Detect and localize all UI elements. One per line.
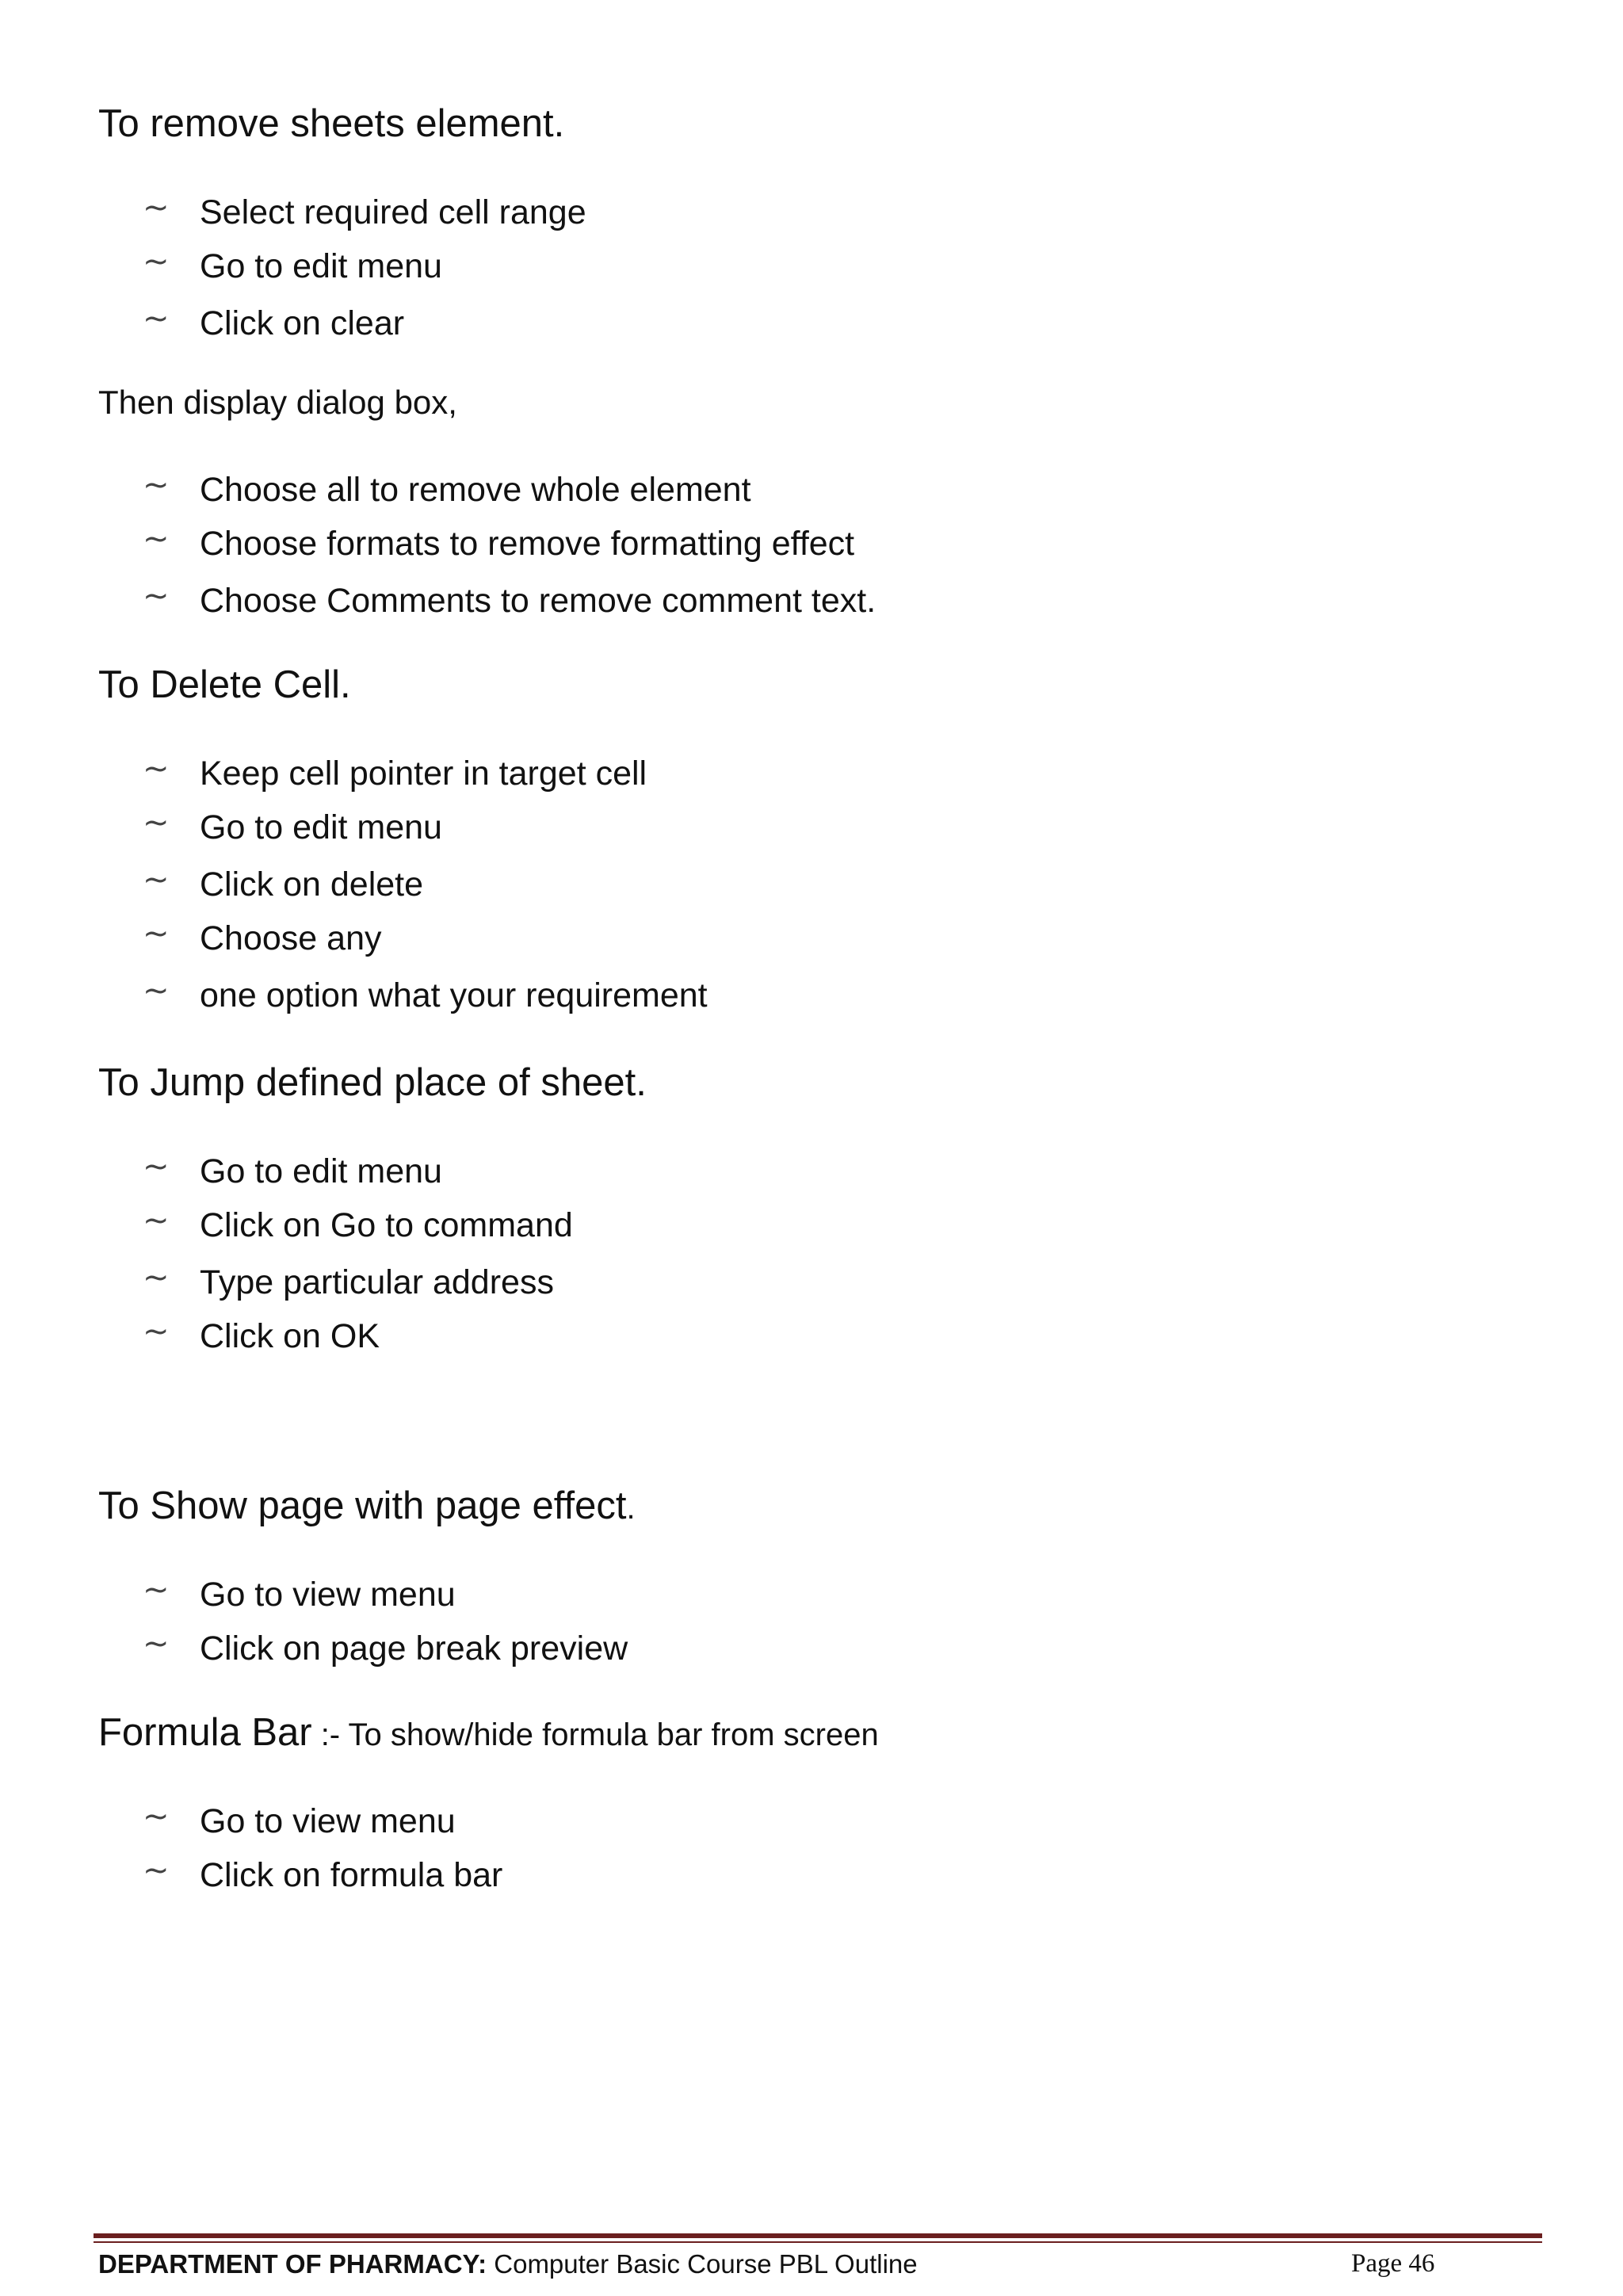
page-number: Page 46 bbox=[1351, 2249, 1435, 2278]
list-item bbox=[143, 243, 442, 290]
footer-course: Computer Basic Course PBL Outline bbox=[487, 2249, 918, 2279]
list-item-text: Go to view menu bbox=[200, 1801, 456, 1840]
list-item-text: one option what your requirement bbox=[200, 976, 708, 1014]
list-item-text: Go to edit menu bbox=[200, 808, 442, 846]
list-item-text: Click on OK bbox=[200, 1316, 380, 1355]
section-heading-text: Formula Bar bbox=[98, 1711, 312, 1754]
tilde-bullet-icon: ~ bbox=[143, 300, 170, 337]
tilde-bullet-icon: ~ bbox=[143, 521, 170, 557]
list-item bbox=[143, 520, 854, 567]
list-item bbox=[143, 577, 876, 625]
list-item-text: Click on clear bbox=[200, 304, 405, 342]
tilde-bullet-icon: ~ bbox=[143, 972, 170, 1009]
tilde-bullet-icon: ~ bbox=[143, 804, 170, 841]
list-item-text: Keep cell pointer in target cell bbox=[200, 754, 647, 793]
tilde-bullet-icon: ~ bbox=[143, 1572, 170, 1608]
list-item-text: Choose all to remove whole element bbox=[200, 470, 751, 509]
footer-department: DEPARTMENT OF PHARMACY: bbox=[98, 2249, 487, 2279]
list-item-text: Click on page break preview bbox=[200, 1629, 628, 1668]
footer-divider bbox=[94, 2233, 1542, 2238]
section-heading-remove-sheets-element: To remove sheets element. bbox=[98, 102, 565, 145]
list-item-text: Type particular address bbox=[200, 1263, 554, 1301]
dialog-intro-text: Then display dialog box, bbox=[98, 384, 457, 421]
list-item-text: Choose any bbox=[200, 919, 382, 957]
list-item-text: Choose formats to remove formatting effect bbox=[200, 524, 855, 563]
list-item bbox=[143, 1259, 554, 1306]
list-item bbox=[143, 972, 708, 1019]
footer-course-label bbox=[98, 2249, 918, 2279]
tilde-bullet-icon: ~ bbox=[143, 1852, 170, 1889]
list-item bbox=[143, 915, 382, 962]
section-heading-delete-cell: To Delete Cell. bbox=[98, 663, 351, 706]
section-heading-text: To Show page with page effect bbox=[98, 1484, 627, 1527]
tilde-bullet-icon: ~ bbox=[143, 1259, 170, 1296]
tilde-bullet-icon: ~ bbox=[143, 243, 170, 280]
list-item-text: Select required cell range bbox=[200, 193, 586, 231]
section-heading-period: . bbox=[626, 1491, 636, 1526]
section-heading-jump-defined-place: To Jump defined place of sheet. bbox=[98, 1061, 647, 1104]
list-item bbox=[143, 1312, 380, 1360]
footer-divider-thin bbox=[94, 2241, 1542, 2243]
list-item bbox=[143, 189, 586, 236]
list-item bbox=[143, 1571, 456, 1618]
list-item-text: Go to view menu bbox=[200, 1575, 456, 1614]
list-item bbox=[143, 804, 442, 851]
list-item bbox=[143, 1148, 442, 1195]
list-item-text: Choose Comments to remove comment text. bbox=[200, 581, 876, 620]
list-item bbox=[143, 1201, 573, 1249]
tilde-bullet-icon: ~ bbox=[143, 1148, 170, 1185]
section-heading-show-page-effect bbox=[98, 1484, 636, 1528]
tilde-bullet-icon: ~ bbox=[143, 578, 170, 614]
list-item bbox=[143, 750, 647, 797]
list-item bbox=[143, 466, 751, 514]
tilde-bullet-icon: ~ bbox=[143, 861, 170, 898]
list-item bbox=[143, 300, 404, 347]
tilde-bullet-icon: ~ bbox=[143, 751, 170, 787]
list-item bbox=[143, 1851, 502, 1899]
list-item-text: Click on formula bar bbox=[200, 1855, 503, 1894]
tilde-bullet-icon: ~ bbox=[143, 1313, 170, 1350]
list-item-text: Go to edit menu bbox=[200, 1152, 442, 1190]
tilde-bullet-icon: ~ bbox=[143, 1798, 170, 1835]
list-item-text: Click on Go to command bbox=[200, 1205, 573, 1244]
section-heading-formula-bar bbox=[98, 1710, 879, 1755]
list-item bbox=[143, 861, 423, 908]
list-item bbox=[143, 1625, 628, 1672]
tilde-bullet-icon: ~ bbox=[143, 1202, 170, 1239]
tilde-bullet-icon: ~ bbox=[143, 467, 170, 503]
tilde-bullet-icon: ~ bbox=[143, 189, 170, 226]
section-heading-description: :- To show/hide formula bar from screen bbox=[311, 1717, 879, 1752]
list-item bbox=[143, 1797, 456, 1845]
list-item-text: Click on delete bbox=[200, 865, 424, 904]
list-item-text: Go to edit menu bbox=[200, 246, 442, 285]
tilde-bullet-icon: ~ bbox=[143, 1626, 170, 1662]
tilde-bullet-icon: ~ bbox=[143, 915, 170, 952]
